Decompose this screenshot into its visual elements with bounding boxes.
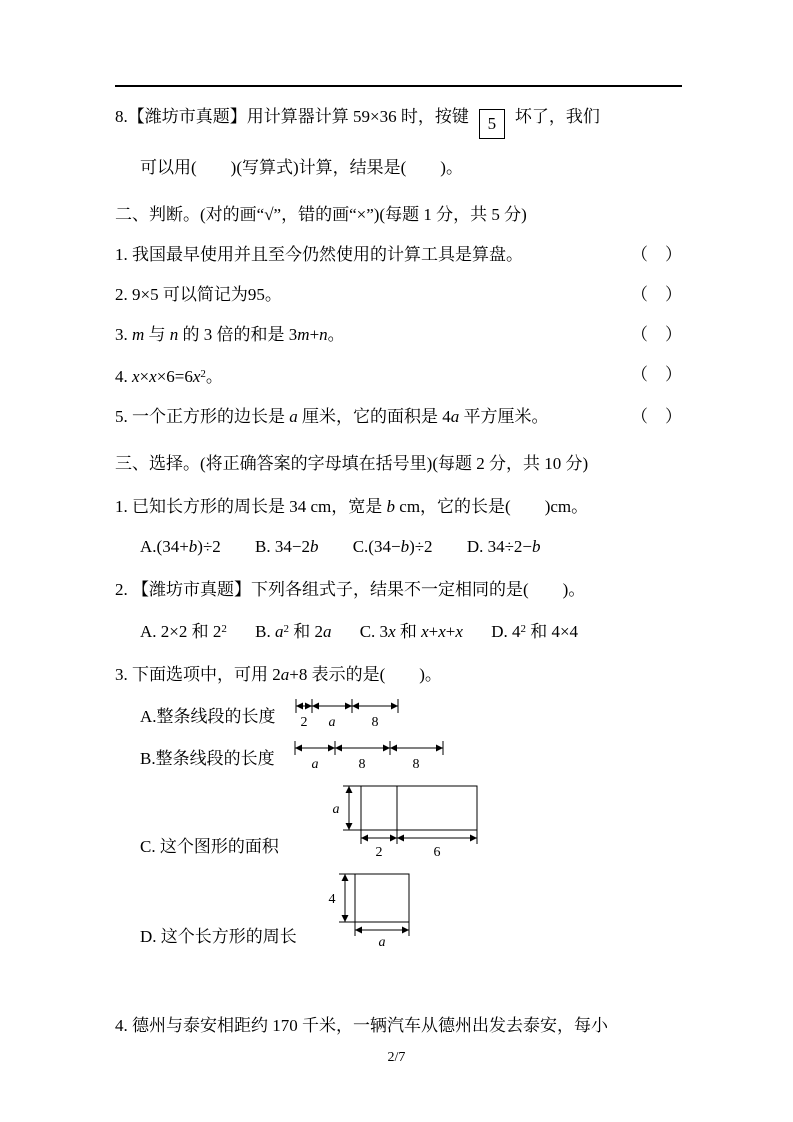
q3-option-b-label: B.整条线段的长度 (140, 749, 275, 768)
q1-option-a: A.(34+b)÷2 (140, 537, 221, 556)
question-8-text-pre: 8.【潍坊市真题】用计算器计算 59×36 时，按键 (115, 107, 469, 126)
section-judge-title: 二、判断。(对的画“√”，错的画“×”)(每题 1 分，共 5 分) (115, 205, 527, 224)
rectangle-diagram-c (331, 784, 481, 858)
q3-option-d (140, 872, 682, 948)
q1-option-d: D. 34÷2−b (466, 537, 541, 556)
diagram-a-label-8: 8 (371, 715, 379, 728)
page-content (115, 85, 682, 1037)
question-8-line2: 可以用( )(写算式)计算，结果是( )。 (140, 158, 463, 177)
diagram-a-label-2: 2 (300, 715, 308, 728)
segment-diagram-a (294, 698, 400, 728)
segment-diagram-b (293, 740, 445, 770)
diagram-c-width-label-6: 6 (433, 845, 441, 858)
judge-item-5-text: 5. 一个正方形的边长是 a 厘米，它的面积是 4a 平方厘米。 (115, 407, 549, 426)
choice-q1-text: 1. 已知长方形的周长是 34 cm，宽是 b cm，它的长是( )cm。 (115, 497, 589, 516)
choice-q4-text: 4. 德州与泰安相距约 170 千米，一辆汽车从德州出发去泰安，每小 (115, 1016, 608, 1035)
question-8-line1 (115, 105, 682, 139)
diagram-b-label-a: a (311, 757, 319, 770)
judge-item-3-text: 3. m 与 n 的 3 倍的和是 3m+n。 (115, 325, 345, 344)
judge-item-4-text: 4. $x\times x\times 6=6x^2$。 (115, 367, 223, 386)
choice-q2-text: 2. 【潍坊市真题】下列各组式子，结果不一定相同的是( )。 (115, 580, 586, 599)
q3-option-a-label: A.整条线段的长度 (140, 707, 276, 726)
judge-item-3-answer-bracket: （ ） (631, 325, 682, 344)
q3-option-c-label: C. 这个图形的面积 (140, 837, 279, 856)
q2-option-c: C. 3x 和 x+x+x (359, 622, 463, 641)
q3-option-a (140, 698, 682, 728)
diagram-b-label-8a: 8 (358, 757, 366, 770)
diagram-a-label-a: a (328, 715, 336, 728)
judge-item-2-answer-bracket: （ ） (631, 285, 682, 304)
judge-item-5-answer-bracket: （ ） (631, 407, 682, 426)
broken-key-box (479, 109, 505, 139)
diagram-d-width-label: a (378, 935, 386, 948)
q2-option-a: A. 2×2 和 $2^2$ (140, 622, 227, 641)
header-rule (115, 85, 682, 87)
q3-option-b (140, 740, 682, 770)
q1-option-c: C.(34−b)÷2 (352, 537, 433, 556)
diagram-c-width-label-2: 2 (375, 845, 383, 858)
q1-option-b: B. 34−2b (255, 537, 319, 556)
judge-item-3 (115, 323, 682, 346)
q3-option-c (140, 784, 682, 858)
choice-q3-text: 3. 下面选项中，可用 2a+8 表示的是( )。 (115, 665, 442, 684)
judge-item-2 (115, 283, 682, 306)
judge-item-1-text: 1. 我国最早使用并且至今仍然使用的计算工具是算盘。 (115, 245, 523, 264)
judge-item-1-answer-bracket: （ ） (631, 245, 682, 264)
diagram-b-label-8b: 8 (412, 757, 420, 770)
q3-option-d-label: D. 这个长方形的周长 (140, 927, 297, 946)
broken-key-label: 5 (487, 114, 497, 133)
q2-option-d: D. $4^2$ 和 4×4 (491, 622, 579, 641)
choice-q2-options (140, 618, 682, 643)
choice-q1-options (140, 535, 682, 558)
rectangle-diagram-d (327, 872, 413, 948)
section-choice-title: 三、选择。(将正确答案的字母填在括号里)(每题 2 分，共 10 分) (115, 454, 589, 473)
diagram-d-height-label: 4 (328, 892, 336, 907)
question-8-text-post: 坏了，我们 (514, 107, 600, 126)
page-number: 2/7 (387, 1050, 406, 1065)
q2-option-b: B. $a^2$ 和 2a (255, 622, 332, 641)
judge-item-4-answer-bracket: （ ） (631, 365, 682, 384)
judge-item-2-text: 2. 9×5 可以简记为95。 (115, 285, 282, 304)
diagram-c-height-label: a (332, 802, 340, 817)
judge-item-4 (115, 363, 682, 388)
judge-item-1 (115, 243, 682, 266)
judge-item-5 (115, 405, 682, 428)
